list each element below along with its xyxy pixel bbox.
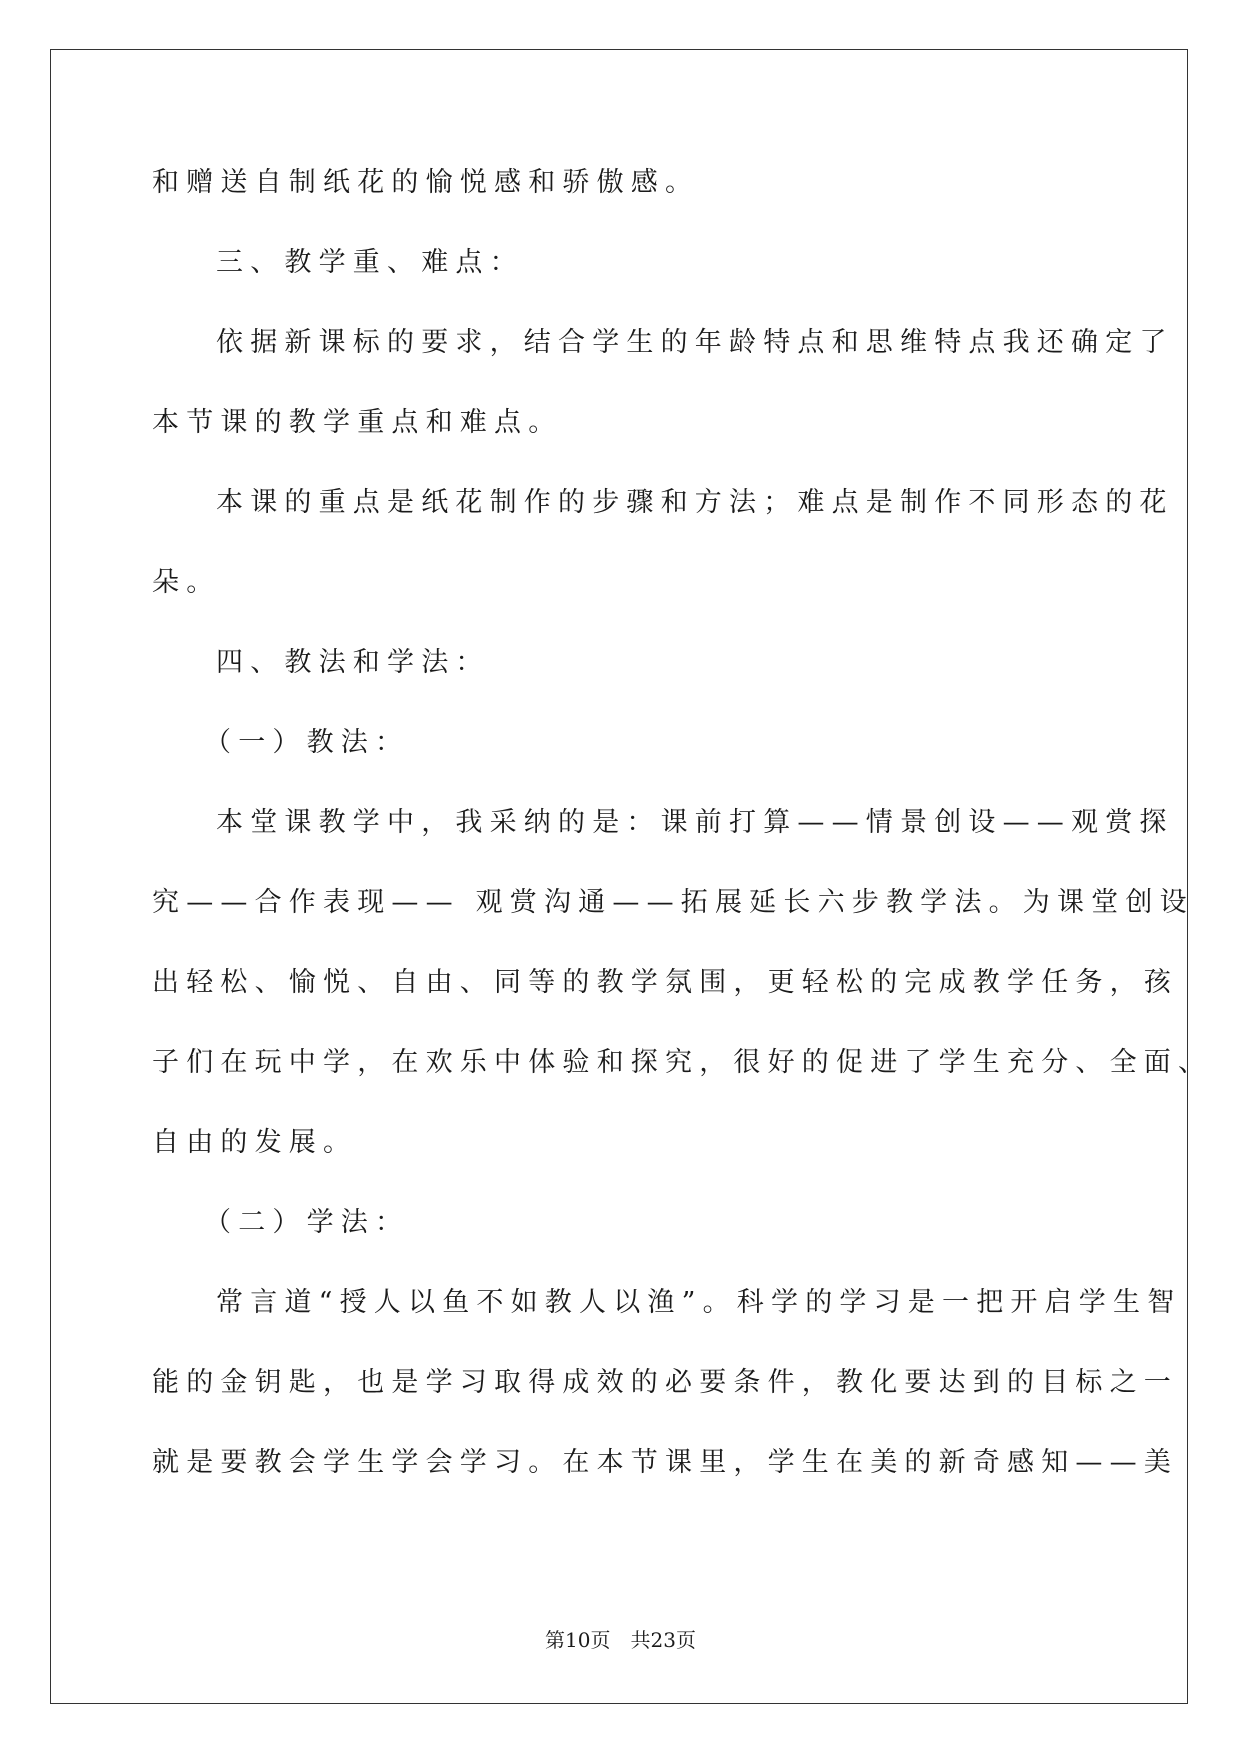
subsection-heading: （二）学法： (204, 1207, 410, 1238)
paragraph-line: 常言道“授人以鱼不如教人以渔”。科学的学习是一把开启学生智 (216, 1287, 1182, 1318)
paragraph-line: 出轻松、愉悦、自由、同等的教学氛围，更轻松的完成教学任务，孩 (152, 967, 1178, 998)
paragraph-line: 朵。 (152, 567, 221, 598)
paragraph-line: 依据新课标的要求，结合学生的年龄特点和思维特点我还确定了 (216, 327, 1174, 358)
paragraph-line: 本堂课教学中，我采纳的是：课前打算——情景创设——观赏探 (216, 807, 1174, 838)
subsection-heading: （一）教法： (204, 727, 410, 758)
section-heading: 四、教法和学法： (216, 647, 490, 678)
paragraph-line: 能的金钥匙，也是学习取得成效的必要条件，教化要达到的目标之一 (152, 1367, 1178, 1398)
paragraph-line: 和赠送自制纸花的愉悦感和骄傲感。 (152, 167, 700, 198)
section-heading: 三、教学重、难点： (216, 247, 524, 278)
paragraph-line: 子们在玩中学，在欢乐中体验和探究，很好的促进了学生充分、全面、 (152, 1047, 1213, 1078)
page-number: 第10页 共23页 (545, 1628, 696, 1652)
paragraph-line: 本课的重点是纸花制作的步骤和方法；难点是制作不同形态的花 (216, 487, 1174, 518)
paragraph-line: 自由的发展。 (152, 1127, 358, 1158)
paragraph-line: 究——合作表现—— 观赏沟通——拓展延长六步教学法。为课堂创设 (152, 887, 1194, 918)
paragraph-line: 本节课的教学重点和难点。 (152, 407, 563, 438)
paragraph-line: 就是要教会学生学会学习。在本节课里，学生在美的新奇感知——美 (152, 1447, 1178, 1478)
